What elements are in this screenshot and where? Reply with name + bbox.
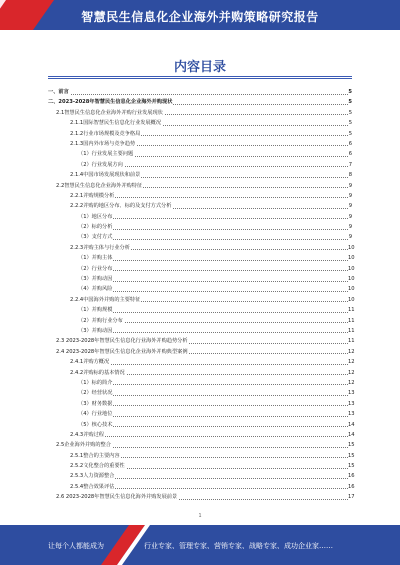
toc-entry-text: 2.5.2文化整合的重要性 [70,461,126,471]
toc-leader-dots [48,94,348,95]
toc-entry-page: 12 [348,348,355,355]
toc-entry-text: （3）财务数据 [78,399,113,409]
toc-entry-text: 2.1.1国际智慧民生信息化行业发展概况 [70,118,162,128]
toc-entry-page: 9 [348,182,352,189]
toc-entry[interactable] [0,347,400,357]
toc-entry-text: （2）并购行业分布 [78,316,124,326]
page-number: 1 [198,513,202,519]
toc-leader-dots [78,426,348,427]
toc-entry-page: 9 [348,213,352,220]
toc-entry-page: 12 [348,379,355,386]
toc-entry-page: 11 [348,317,355,324]
toc-leader-dots [78,239,348,240]
toc-leader-dots [78,270,348,271]
toc-divider-bottom [48,78,352,79]
toc-leader-dots [78,384,348,385]
toc-entry-page: 6 [348,151,352,158]
toc-entry[interactable] [0,305,400,315]
toc-entry-page: 6 [348,140,352,147]
toc-leader-dots [70,364,348,365]
toc-entry[interactable] [0,118,400,128]
toc-entry-text: （1）并购规模 [78,305,113,315]
toc-entry-page: 14 [348,421,355,428]
toc-entry[interactable] [0,274,400,284]
toc-entry[interactable] [0,160,400,170]
toc-entry[interactable] [0,471,400,481]
toc-entry[interactable] [0,232,400,242]
toc-leader-dots [78,405,348,406]
toc-entry-text: 一、前言 [48,87,70,97]
toc-entry[interactable] [0,253,400,263]
toc-entry-text: 2.4.1并购方概况 [70,357,110,367]
toc-entry-page: 12 [348,359,355,366]
toc-entry[interactable] [0,191,400,201]
toc-entry-text: （4）行业地位 [78,409,113,419]
toc-entry-text: 2.2.2并购的地区分布、标的及支付方式分析 [70,201,172,211]
toc-entry-text: 2.1.2行业市场规模及竞争格局 [70,129,141,139]
toc-entry-text: 2.5企业海外并购的整合 [56,440,112,450]
toc-entry-text: （5）核心技术 [78,420,113,430]
toc-entry[interactable] [0,129,400,139]
toc-entry[interactable] [0,482,400,492]
toc-divider-top [48,76,352,77]
toc-entry[interactable] [0,461,400,471]
toc-entry-page: 5 [348,109,352,116]
toc-entry-page: 10 [348,296,355,303]
toc-entry-text: 2.2.4中国海外并购的主要特征 [70,295,141,305]
toc-entry[interactable] [0,284,400,294]
toc-entry-page: 10 [348,255,355,262]
toc-entry-page: 8 [348,172,352,179]
toc-entry[interactable] [0,378,400,388]
toc-entry-text: （3）并购动因 [78,274,113,284]
toc-entry-text: （2）行业分布 [78,264,113,274]
toc-entry-page: 7 [348,161,352,168]
toc-entry[interactable] [0,492,400,502]
toc-entry-page: 11 [348,307,355,314]
toc-entry-page: 5 [348,89,352,95]
toc-entry[interactable] [0,201,400,211]
toc-entry-text: 2.4.2并购标的基本情况 [70,368,126,378]
toc-entry-text: 2.4 2023-2028年智慧民生信息化企业海外并购典型案例 [56,347,189,357]
toc-entry-text: （2）标的分析 [78,222,113,232]
toc-entry[interactable] [0,170,400,180]
toc-entry-text: 2.1.4中国市场发展现状和前景 [70,170,141,180]
toc-entry-page: 11 [348,338,355,345]
toc-entry-page: 10 [348,265,355,272]
toc-entry[interactable] [0,222,400,232]
toc-entry[interactable] [0,139,400,149]
toc-leader-dots [78,312,348,313]
toc-entry[interactable] [0,368,400,378]
toc-entry-page: 10 [348,244,355,251]
toc-entry-text: （1）行业发展主要问题 [78,149,134,159]
toc-entry-page: 17 [348,494,355,501]
toc-entry[interactable] [0,181,400,191]
toc-entry-page: 13 [348,411,355,418]
toc-entry-text: （1）标的简介 [78,378,113,388]
toc-entry-text: （3）并购动因 [78,326,113,336]
toc-leader-dots [78,395,348,396]
footer-slogan-right: 行业专家、管理专家、营销专家、战略专家、成功企业家…… [144,542,333,550]
toc-entry-text: （4）并购风险 [78,284,113,294]
toc-entry-text: 2.5.1整合的主要内容 [70,451,121,461]
toc-entry-text: （1）并购主体 [78,253,113,263]
toc-entry-page: 14 [348,431,355,438]
toc-entry-page: 5 [348,120,352,127]
toc-entry-text: （3）支付方式 [78,232,113,242]
toc-entry[interactable] [0,326,400,336]
toc-entry-page: 13 [348,400,355,407]
toc-leader-dots [78,332,348,333]
toc-leader-dots [78,291,348,292]
toc-entry[interactable] [0,399,400,409]
toc-entry-text: 2.2智慧民生信息化企业海外并购特征 [56,181,143,191]
toc-entry[interactable] [0,430,400,440]
toc-entry[interactable] [0,316,400,326]
toc-entry[interactable] [0,149,400,159]
toc-entry-page: 10 [348,276,355,283]
toc-entry[interactable] [0,243,400,253]
toc-entry[interactable] [0,451,400,461]
toc-entry-page: 15 [348,442,355,449]
toc-entry-page: 9 [348,224,352,231]
toc-entry[interactable] [0,97,400,107]
toc-entry[interactable] [0,295,400,305]
toc-entry-page: 15 [348,452,355,459]
report-header-banner [0,0,400,30]
toc-entry-text: 二、2023-2028年智慧民生信息化企业海外并购现状 [48,97,173,107]
toc-entry-page: 10 [348,286,355,293]
toc-leader-dots [78,260,348,261]
toc-entry-page: 11 [348,327,355,334]
toc-entry-page: 9 [348,192,352,199]
footer-slogan-left: 让每个人都能成为 [48,542,104,550]
toc-leader-dots [78,229,348,230]
toc-entry-page: 16 [348,483,355,490]
toc-entry-text: 2.1智慧民生信息化企业海外并购行业发展现状 [56,108,164,118]
toc-entry-text: （1）地区分布 [78,212,113,222]
toc-entry[interactable] [0,108,400,118]
toc-entry-text: 2.1.3国内外市场与竞争趋势 [70,139,136,149]
toc-entry[interactable] [0,440,400,450]
toc-entry-text: （2）经营状况 [78,388,113,398]
toc-heading: 内容目录 [173,60,226,75]
toc-entry-page: 5 [348,99,352,106]
toc-entry[interactable] [0,388,400,398]
toc-entry-text: 2.2.3并购主体与行业分析 [70,243,131,253]
toc-entry-page: 9 [348,234,352,241]
toc-entry-page: 9 [348,203,352,210]
toc-entry[interactable] [0,336,400,346]
report-title: 智慧民生信息化企业海外并购策略研究报告 [81,10,319,24]
toc-entry[interactable] [0,409,400,419]
toc-leader-dots [78,218,348,219]
report-footer-banner [0,525,400,565]
toc-entry[interactable] [0,264,400,274]
toc-entry-page: 16 [348,473,355,480]
toc-entry-text: 2.4.3并购过程 [70,430,105,440]
toc-entry-text: 2.5.4整合效果评估 [70,482,115,492]
toc-entry-text: 2.2.1并购规模分析 [70,191,115,201]
toc-leader-dots [70,436,348,437]
toc-entry[interactable] [0,212,400,222]
toc-entry[interactable] [0,357,400,367]
toc-entry-text: 2.3 2023-2028年智慧民生信息化行业海外并购趋势分析 [56,336,189,346]
toc-entry-page: 15 [348,463,355,470]
toc-entry-page: 13 [348,390,355,397]
toc-leader-dots [78,416,348,417]
toc-entry-text: 2.6 2023-2028年智慧民生信息化海外并购发展前景 [56,492,178,502]
table-of-contents [0,87,400,503]
toc-entry[interactable] [0,420,400,430]
toc-entry-text: 2.5.3人力资源整合 [70,471,115,481]
toc-entry[interactable] [0,87,400,97]
toc-entry-page: 12 [348,369,355,376]
toc-entry-text: （2）行业发展方向 [78,160,124,170]
toc-entry-page: 5 [348,130,352,137]
toc-leader-dots [78,281,348,282]
